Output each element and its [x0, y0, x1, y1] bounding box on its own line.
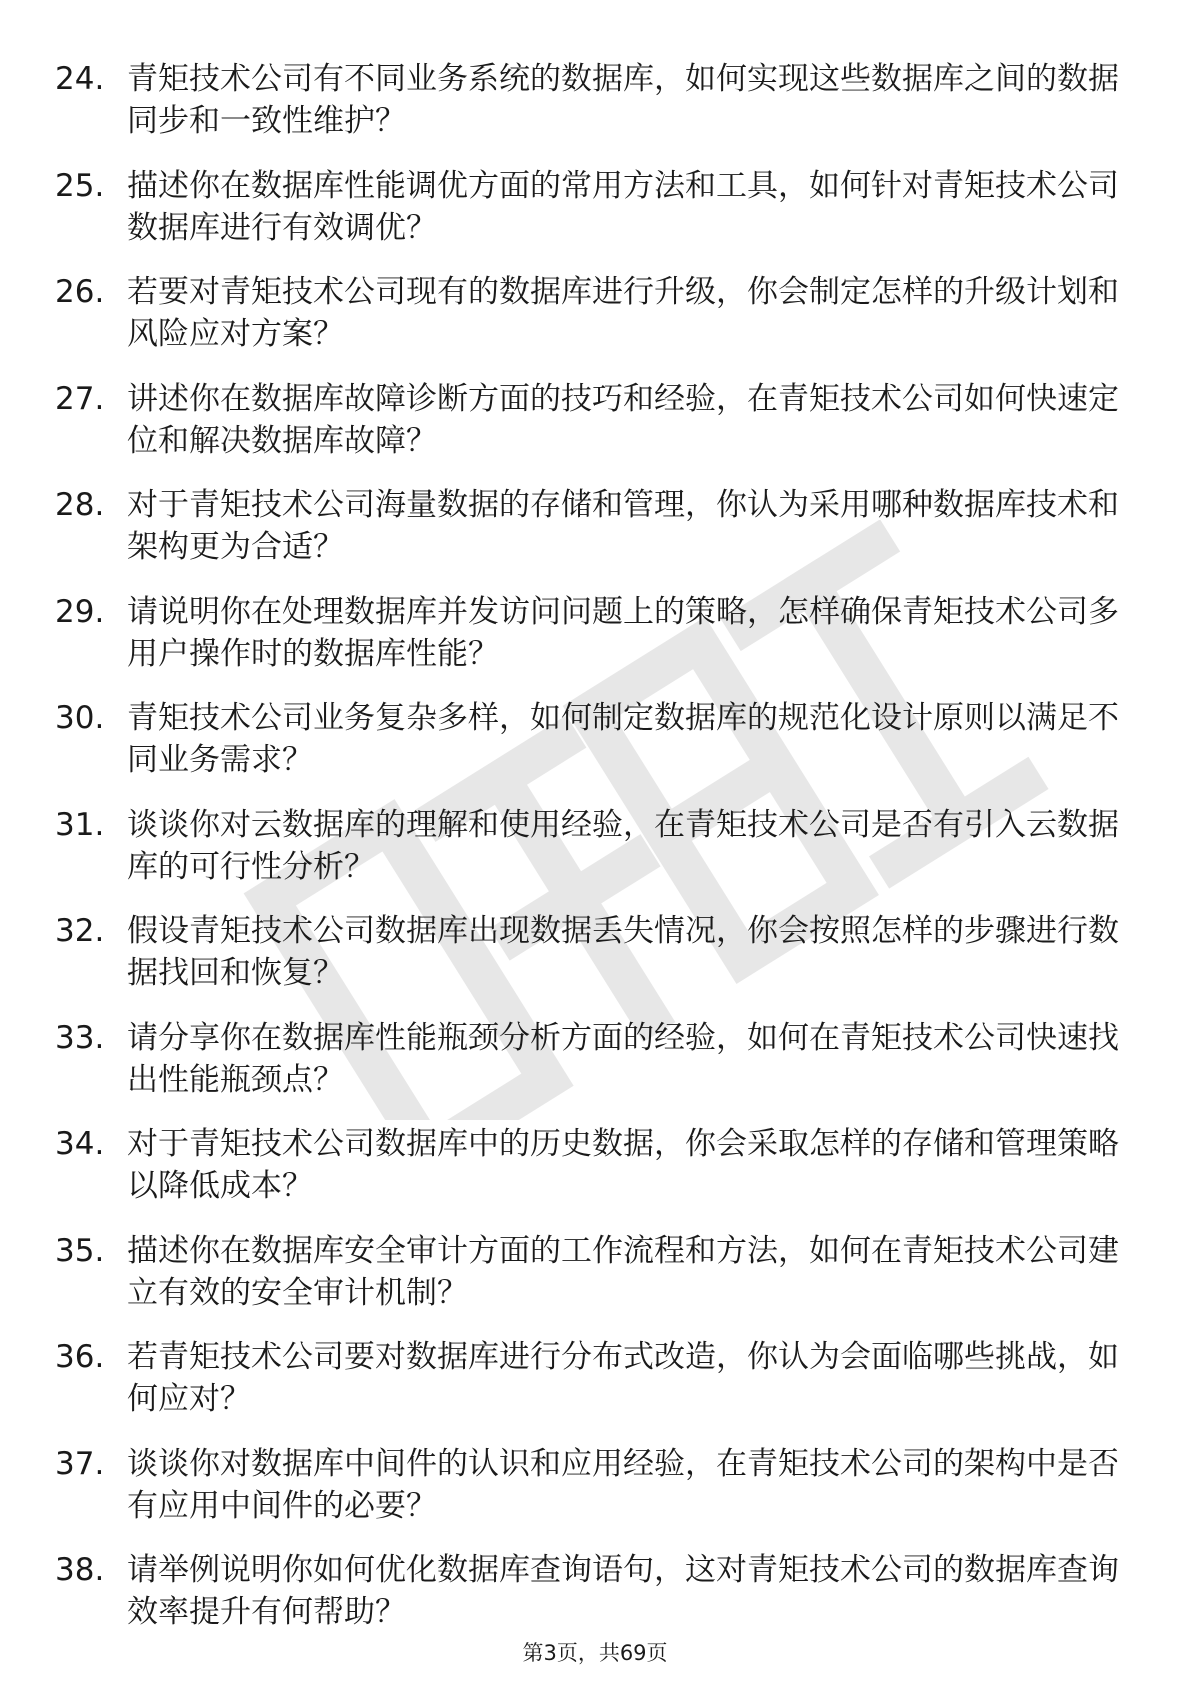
- question-text: 谈谈你对数据库中间件的认识和应用经验，在青矩技术公司的架构中是否有应用中间件的必要？: [127, 1445, 1119, 1524]
- question-number: 32.: [55, 913, 105, 949]
- question-text: 若青矩技术公司要对数据库进行分布式改造，你认为会面临哪些挑战，如何应对？: [127, 1339, 1119, 1417]
- question-text: 青矩技术公司业务复杂多样，如何制定数据库的规范化设计原则以满足不同业务需求？: [127, 700, 1119, 778]
- question-number: 37.: [55, 1445, 105, 1482]
- question-number: 35.: [55, 1232, 105, 1269]
- question-number: 34.: [55, 1126, 105, 1162]
- question-text: 对于青矩技术公司数据库中的历史数据，你会采取怎样的存储和管理策略以降低成本？: [127, 1126, 1119, 1204]
- question-text: 请分享你在数据库性能瓶颈分析方面的经验，如何在青矩技术公司快速找出性能瓶颈点？: [127, 1019, 1119, 1098]
- question-number: 24.: [55, 61, 105, 97]
- question-number: 36.: [55, 1339, 105, 1375]
- list-item: [55, 58, 1135, 142]
- question-number: 30.: [55, 700, 105, 736]
- question-text: 请举例说明你如何优化数据库查询语句，这对青矩技术公司的数据库查询效率提升有何帮助？: [127, 1552, 1119, 1630]
- question-number: 28.: [55, 487, 105, 523]
- list-item: [55, 165, 1135, 249]
- list-item: [55, 378, 1135, 462]
- question-number: 33.: [55, 1019, 105, 1056]
- list-item: [55, 697, 1135, 781]
- question-number: 26.: [55, 274, 105, 310]
- question-number: 29.: [55, 593, 105, 630]
- question-number: 27.: [55, 380, 105, 417]
- question-text: 谈谈你对云数据库的理解和使用经验，在青矩技术公司是否有引入云数据库的可行性分析？: [127, 806, 1119, 885]
- list-item: [55, 1017, 1135, 1101]
- page-footer: 第3页，共69页: [522, 1641, 668, 1665]
- list-item: [55, 1549, 1135, 1633]
- question-text: 请说明你在处理数据库并发访问问题上的策略，怎样确保青矩技术公司多用户操作时的数据库性能？: [127, 593, 1119, 672]
- list-item: [55, 591, 1135, 675]
- question-number: 38.: [55, 1552, 105, 1588]
- question-text: 青矩技术公司有不同业务系统的数据库，如何实现这些数据库之间的数据同步和一致性维护？: [127, 61, 1119, 139]
- list-item: [55, 1336, 1135, 1420]
- question-text: 假设青矩技术公司数据库出现数据丢失情况，你会按照怎样的步骤进行数据找回和恢复？: [127, 913, 1119, 991]
- list-item: [55, 910, 1135, 994]
- list-item: [55, 1123, 1135, 1207]
- question-text: 描述你在数据库性能调优方面的常用方法和工具，如何针对青矩技术公司数据库进行有效调优？: [127, 167, 1119, 246]
- question-text: 讲述你在数据库故障诊断方面的技巧和经验，在青矩技术公司如何快速定位和解决数据库故障？: [127, 380, 1119, 459]
- list-item: [55, 271, 1135, 355]
- question-text: 对于青矩技术公司海量数据的存储和管理，你认为采用哪种数据库技术和架构更为合适？: [127, 487, 1119, 565]
- question-text: 若要对青矩技术公司现有的数据库进行升级，你会制定怎样的升级计划和风险应对方案？: [127, 274, 1119, 352]
- list-item: [55, 804, 1135, 888]
- list-item: [55, 1443, 1135, 1527]
- question-text: 描述你在数据库安全审计方面的工作流程和方法，如何在青矩技术公司建立有效的安全审计机制？: [127, 1232, 1119, 1311]
- question-list: [55, 58, 1135, 1656]
- question-number: 31.: [55, 806, 105, 843]
- list-item: [55, 484, 1135, 568]
- question-number: 25.: [55, 167, 105, 204]
- list-item: [55, 1230, 1135, 1314]
